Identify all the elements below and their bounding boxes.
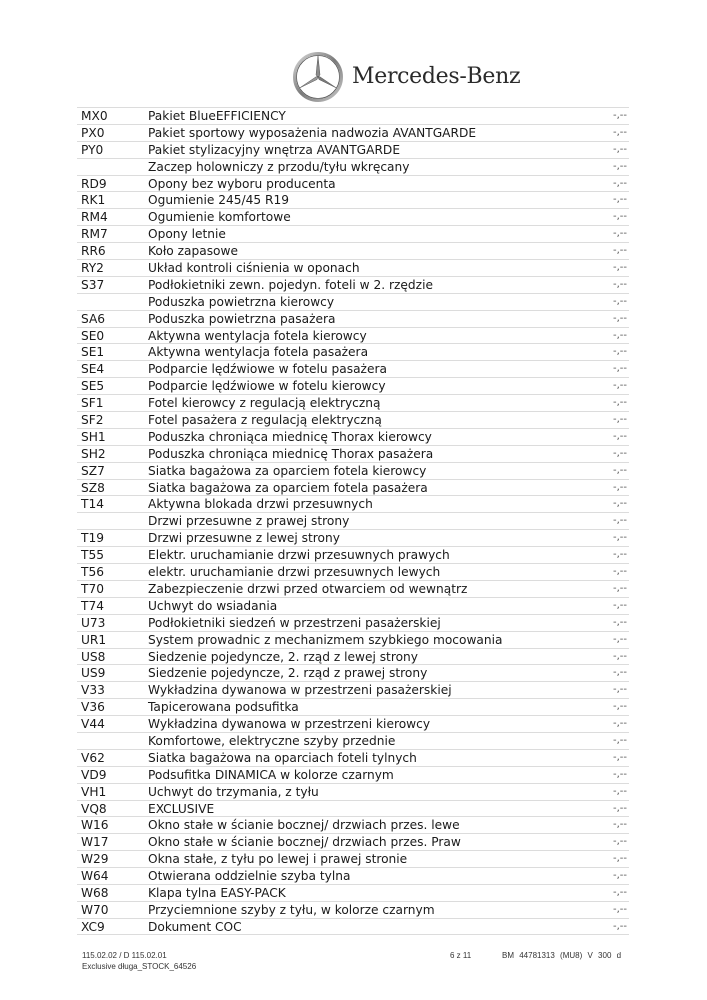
option-code: T56 <box>81 565 104 580</box>
table-row <box>77 276 629 293</box>
option-code: SE0 <box>81 328 105 343</box>
option-description: Siatka bagażowa za oparciem fotela kierowcy <box>148 463 427 478</box>
option-price: -,-- <box>612 684 627 696</box>
table-row <box>77 293 629 310</box>
option-price: -,-- <box>612 599 627 611</box>
option-description: Przyciemnione szyby z tyłu, w kolorze czarnym <box>148 902 435 917</box>
table-row <box>77 124 629 141</box>
footer-config-name: Exclusive długa_STOCK_64526 <box>82 962 197 971</box>
option-description: Otwierana oddzielnie szyba tylna <box>148 869 351 884</box>
table-row <box>77 664 629 681</box>
option-code: W64 <box>81 869 109 884</box>
option-price: -,-- <box>612 819 627 831</box>
option-price: -,-- <box>612 701 627 713</box>
table-row <box>77 225 629 242</box>
option-code: SE5 <box>81 379 105 394</box>
table-row <box>77 800 629 817</box>
option-code: V62 <box>81 750 105 765</box>
option-price: -,-- <box>612 481 627 493</box>
option-code: W29 <box>81 852 109 867</box>
option-description: Okna stałe, z tyłu po lewej i prawej stronie <box>148 852 408 867</box>
option-price: -,-- <box>612 380 627 392</box>
option-price: -,-- <box>612 464 627 476</box>
table-row <box>77 175 629 192</box>
option-price: -,-- <box>612 633 627 645</box>
option-description: Podłokietniki zewn. pojedyn. foteli w 2. rzędzie <box>148 277 433 292</box>
table-row <box>77 749 629 766</box>
option-description: Siedzenie pojedyncze, 2. rząd z lewej strony <box>148 649 418 664</box>
option-price: -,-- <box>612 278 627 290</box>
option-code: SH1 <box>81 429 106 444</box>
option-price: -,-- <box>612 515 627 527</box>
table-row <box>77 242 629 259</box>
option-price: -,-- <box>612 768 627 780</box>
option-description: Siatka bagażowa za oparciem fotela pasażera <box>148 480 428 495</box>
option-price: -,-- <box>612 329 627 341</box>
option-code: W68 <box>81 885 109 900</box>
table-row <box>77 462 629 479</box>
table-row <box>77 107 629 124</box>
table-row <box>77 884 629 901</box>
option-description: EXCLUSIVE <box>148 801 215 816</box>
option-description: Poduszka powietrzna kierowcy <box>148 294 335 309</box>
option-code: VQ8 <box>81 801 107 816</box>
option-description: Podłokietniki siedzeń w przestrzeni pasażerskiej <box>148 615 441 630</box>
option-description: Klapa tylna EASY-PACK <box>148 885 286 900</box>
table-row <box>77 918 629 935</box>
option-code: W70 <box>81 902 109 917</box>
option-code: SE4 <box>81 362 105 377</box>
option-code: US8 <box>81 649 106 664</box>
table-row <box>77 360 629 377</box>
document-header <box>0 0 707 104</box>
option-code: RM4 <box>81 210 108 225</box>
option-price: -,-- <box>612 582 627 594</box>
option-code: PX0 <box>81 125 105 140</box>
table-row <box>77 901 629 918</box>
table-row <box>77 766 629 783</box>
table-row <box>77 411 629 428</box>
option-price: -,-- <box>612 886 627 898</box>
option-code: W17 <box>81 835 109 850</box>
option-description: Podparcie lędźwiowe w fotelu pasażera <box>148 362 387 377</box>
option-code: SF1 <box>81 396 104 411</box>
table-row <box>77 377 629 394</box>
option-code: SE1 <box>81 345 105 360</box>
option-code: SF2 <box>81 413 104 428</box>
option-code: S37 <box>81 277 105 292</box>
option-price: -,-- <box>612 228 627 240</box>
option-code: RK1 <box>81 193 106 208</box>
option-price: -,-- <box>612 616 627 628</box>
option-description: Ogumienie 245/45 R19 <box>148 193 290 208</box>
option-description: Okno stałe w ścianie bocznej/ drzwiach przes. lewe <box>148 818 460 833</box>
option-description: Zaczep holowniczy z przodu/tyłu wkręcany <box>148 159 410 174</box>
option-price: -,-- <box>612 262 627 274</box>
option-description: Drzwi przesuwne z lewej strony <box>148 531 340 546</box>
footer-reference: BM 44781313 (MU8) V 300 d <box>502 951 622 960</box>
option-description: System prowadnic z mechanizmem szybkiego mocowania <box>148 632 503 647</box>
option-code: VH1 <box>81 784 107 799</box>
table-row <box>77 259 629 276</box>
option-description: Koło zapasowe <box>148 244 238 259</box>
option-description: Poduszka chroniąca miednicę Thorax kierowcy <box>148 429 432 444</box>
option-price: -,-- <box>612 143 627 155</box>
option-description: Siatka bagażowa na oparciach foteli tylnych <box>148 750 417 765</box>
table-row <box>77 310 629 327</box>
table-row <box>77 495 629 512</box>
option-price: -,-- <box>612 177 627 189</box>
brand-name: Mercedes-Benz <box>352 64 521 89</box>
option-description: Poduszka powietrzna pasażera <box>148 311 336 326</box>
option-description: Uchwyt do trzymania, z tyłu <box>148 784 319 799</box>
option-price: -,-- <box>612 110 627 121</box>
table-row <box>77 850 629 867</box>
table-row <box>77 681 629 698</box>
option-description: Pakiet BlueEFFICIENCY <box>148 109 286 123</box>
option-price: -,-- <box>612 785 627 797</box>
table-row <box>77 327 629 344</box>
option-description: Zabezpieczenie drzwi przed otwarciem od wewnątrz <box>148 581 468 596</box>
option-description: Pakiet sportowy wyposażenia nadwozia AVANTGARDE <box>148 125 477 140</box>
option-price: -,-- <box>612 126 627 138</box>
option-price: -,-- <box>612 194 627 206</box>
option-price: -,-- <box>612 430 627 442</box>
option-code: MX0 <box>81 109 108 123</box>
option-price: -,-- <box>612 802 627 814</box>
option-description: Układ kontroli ciśnienia w oponach <box>148 261 360 276</box>
option-description: Tapicerowana podsufitka <box>148 700 299 715</box>
option-price: -,-- <box>612 211 627 223</box>
option-description: Ogumienie komfortowe <box>148 210 291 225</box>
option-code: UR1 <box>81 632 107 647</box>
option-price: -,-- <box>612 853 627 865</box>
option-code: XC9 <box>81 919 105 934</box>
option-description: elektr. uruchamianie drzwi przesuwnych lewych <box>148 565 441 580</box>
option-description: Pakiet stylizacyjny wnętrza AVANTGARDE <box>148 142 401 157</box>
footer-left <box>82 950 196 972</box>
option-price: -,-- <box>612 245 627 257</box>
table-row <box>77 698 629 715</box>
option-code: PY0 <box>81 142 104 157</box>
table-row <box>77 597 629 614</box>
option-code: T70 <box>81 581 104 596</box>
option-description: Siedzenie pojedyncze, 2. rząd z prawej strony <box>148 666 428 681</box>
table-row <box>77 631 629 648</box>
table-row <box>77 867 629 884</box>
table-row <box>77 563 629 580</box>
option-price: -,-- <box>612 397 627 409</box>
option-description: Komfortowe, elektryczne szyby przednie <box>148 733 396 748</box>
option-code: SZ8 <box>81 480 105 495</box>
option-price: -,-- <box>612 532 627 544</box>
option-code: T55 <box>81 548 104 563</box>
option-code: SZ7 <box>81 463 105 478</box>
option-description: Opony letnie <box>148 227 226 242</box>
table-row <box>77 732 629 749</box>
table-row <box>77 580 629 597</box>
table-row <box>77 546 629 563</box>
option-description: Okno stałe w ścianie bocznej/ drzwiach przes. Praw <box>148 835 461 850</box>
option-code: T74 <box>81 598 104 613</box>
table-row <box>77 208 629 225</box>
option-price: -,-- <box>612 447 627 459</box>
options-table <box>77 107 629 935</box>
option-description: Opony bez wyboru producenta <box>148 176 336 191</box>
option-description: Drzwi przesuwne z prawej strony <box>148 514 350 529</box>
table-row <box>77 428 629 445</box>
option-description: Podsufitka DINAMICA w kolorze czarnym <box>148 767 394 782</box>
option-code: US9 <box>81 666 106 681</box>
table-row <box>77 783 629 800</box>
table-row <box>77 648 629 665</box>
option-code: RY2 <box>81 261 104 276</box>
option-code: V33 <box>81 683 105 698</box>
option-description: Poduszka chroniąca miednicę Thorax pasażera <box>148 446 434 461</box>
footer-version: 115.02.02 / D 115.02.01 <box>82 951 167 960</box>
table-row <box>77 141 629 158</box>
option-price: -,-- <box>612 903 627 915</box>
option-price: -,-- <box>612 549 627 561</box>
option-code: T19 <box>81 531 104 546</box>
option-description: Fotel kierowcy z regulacją elektryczną <box>148 396 381 411</box>
table-row <box>77 394 629 411</box>
option-description: Dokument COC <box>148 919 242 934</box>
option-code: V36 <box>81 700 105 715</box>
option-code: SH2 <box>81 446 106 461</box>
option-description: Uchwyt do wsiadania <box>148 598 278 613</box>
option-code: VD9 <box>81 767 107 782</box>
table-row <box>77 158 629 175</box>
option-price: -,-- <box>612 498 627 510</box>
table-row <box>77 833 629 850</box>
option-description: Wykładzina dywanowa w przestrzeni pasażerskiej <box>148 683 452 698</box>
option-price: -,-- <box>612 363 627 375</box>
option-code: RM7 <box>81 227 108 242</box>
mercedes-star-icon <box>292 51 344 103</box>
option-description: Podparcie lędźwiowe w fotelu kierowcy <box>148 379 386 394</box>
option-price: -,-- <box>612 718 627 730</box>
table-row <box>77 343 629 360</box>
table-row <box>77 512 629 529</box>
option-price: -,-- <box>612 667 627 679</box>
option-code: V44 <box>81 717 105 732</box>
option-description: Elektr. uruchamianie drzwi przesuwnych prawych <box>148 548 450 563</box>
option-code: U73 <box>81 615 106 630</box>
option-price: -,-- <box>612 346 627 358</box>
option-code: RD9 <box>81 176 107 191</box>
option-price: -,-- <box>612 414 627 426</box>
option-price: -,-- <box>612 650 627 662</box>
option-code: RR6 <box>81 244 106 259</box>
option-price: -,-- <box>612 751 627 763</box>
option-description: Wykładzina dywanowa w przestrzeni kierowcy <box>148 717 431 732</box>
option-price: -,-- <box>612 312 627 324</box>
table-row <box>77 191 629 208</box>
option-price: -,-- <box>612 870 627 882</box>
option-price: -,-- <box>612 734 627 746</box>
option-code: SA6 <box>81 311 106 326</box>
option-price: -,-- <box>612 836 627 848</box>
option-price: -,-- <box>612 295 627 307</box>
option-description: Fotel pasażera z regulacją elektryczną <box>148 413 382 428</box>
table-row <box>77 445 629 462</box>
table-row <box>77 816 629 833</box>
option-description: Aktywna wentylacja fotela pasażera <box>148 345 369 360</box>
table-row <box>77 479 629 496</box>
table-row <box>77 614 629 631</box>
table-row <box>77 715 629 732</box>
page-number: 6 z 11 <box>450 951 472 960</box>
option-description: Aktywna wentylacja fotela kierowcy <box>148 328 367 343</box>
option-price: -,-- <box>612 160 627 172</box>
option-price: -,-- <box>612 920 627 932</box>
option-code: T14 <box>81 497 104 512</box>
option-price: -,-- <box>612 566 627 578</box>
table-row <box>77 529 629 546</box>
option-code: W16 <box>81 818 109 833</box>
option-description: Aktywna blokada drzwi przesuwnych <box>148 497 373 512</box>
